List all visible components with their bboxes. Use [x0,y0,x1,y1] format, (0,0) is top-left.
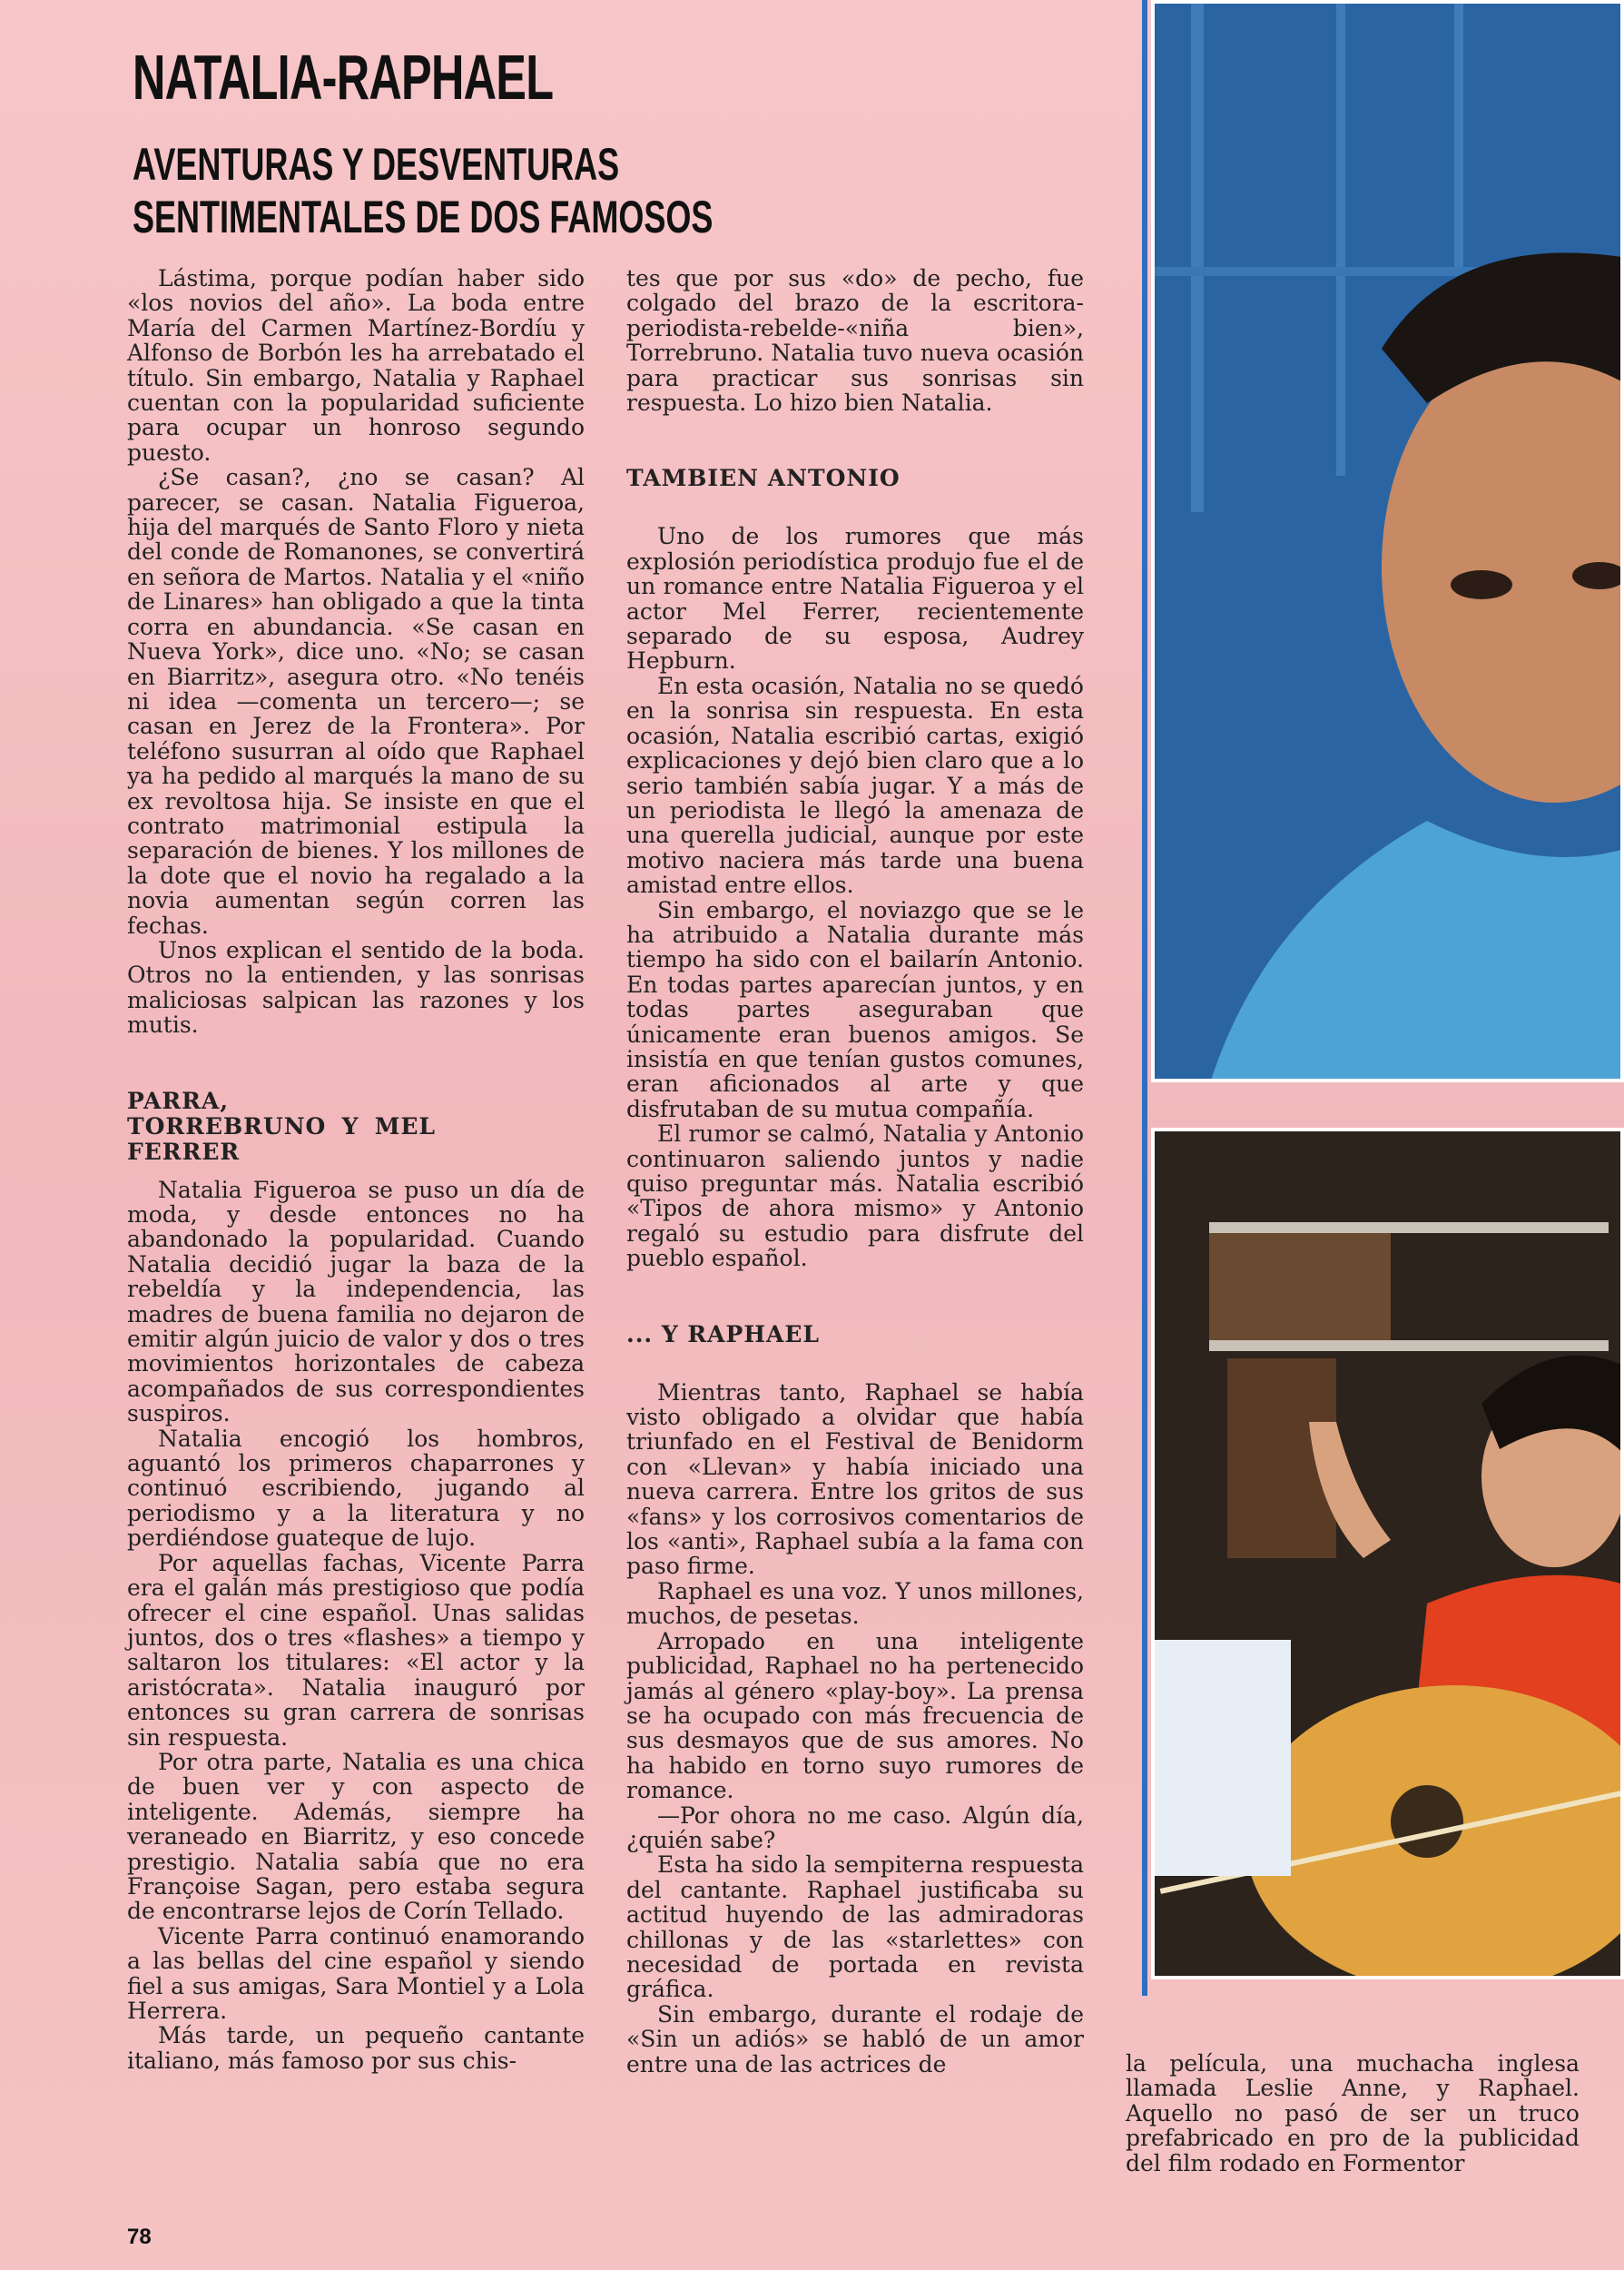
paragraph: Uno de los rumores que más explosión periodística produjo fue el de un romance entre Natalia Figueroa y el actor Mel Ferrer, recientemente separado de su esposa, Audrey Hepburn. [626,523,1084,675]
paragraph: ¿Se casan?, ¿no se casan? Al parecer, se casan. Natalia Figueroa, hija del marqués de Santo Floro y nieta del conde de Romanones, se convertirá en señora de Martos. Natalia y el «niño de Linares» han obligado a que la tinta corra en abundancia. «Se casan en Nueva York», dice uno. «No; se casan en Biarritz», asegura otro. «No tenéis ni idea —comenta un tercero—; se casan en Jerez de la Frontera». Por teléfono susurran al oído que Raphael ya ha pedido al marqués la mano de su ex revoltosa hija. Se insiste en que el contrato matrimonial estipula la separación de bienes. Y los millones de la dote que el novio ha regalado a la novia aumentan según corren las fechas. [127,464,585,939]
text-column-3 [1126,2051,1580,2176]
section-heading: PARRA, TORREBRUNO Y MEL FERRER [127,1087,436,1165]
paragraph: Arropado en una inteligente publicidad, Raphael no ha pertenecido jamás al género «play-boy». La prensa se ha ocupado con más frecuencia de sus desmayos que de sus amores. No ha habido en torno suyo rumores de romance. [626,1627,1084,1804]
paragraph: Esta ha sido la sempiterna respuesta del cantante. Raphael justificaba su actitud huyendo de las admiradoras chillonas y de las «starlettes» con necesidad de portada en revista gráfica. [626,1851,1084,2003]
natalia-illustration [1155,1131,1624,1979]
paragraph: Lástima, porque podían haber sido «los novios del año». La boda entre María del Carmen Martínez-Bordíu y Alfonso de Borbón les ha arrebatado el título. Sin embargo, Natalia y Raphael cuentan con la popularidad suficiente para ocupar un honroso segundo puesto. [127,265,585,466]
text-column-1 [127,266,585,2073]
photo-natalia-guitar [1151,1128,1624,1979]
page-number: 78 [127,2225,152,2249]
article-title: NATALIA-RAPHAEL [133,42,554,113]
paragraph: Raphael es una voz. Y unos millones, muchos, de pesetas. [626,1577,1084,1630]
paragraph: Por aquellas fachas, Vicente Parra era el galán más prestigioso que podía ofrecer el cine español. Unas salidas juntos, dos o tres «flashes» a tiempo y saltaron los titulares: «El actor y la aristócrata». Natalia inauguró por entonces su gran carrera de sonrisas sin respuesta. [127,1549,585,1751]
paragraph: Mientras tanto, Raphael se había visto obligado a olvidar que había triunfado en el Festival de Benidorm con «Llevan» y había iniciado una nueva carrera. Entre los gritos de sus «fans» y los corrosivos comentarios de los «anti», Raphael subía a la fama con paso firme. [626,1378,1084,1580]
paragraph: Natalia encogió los hombros, aguantó los primeros chaparrones y continuó escribiendo, jugando al periodismo y a la literatura y no perdiéndose guateque de lujo. [127,1425,585,1552]
paragraph: Sin embargo, el noviazgo que se le ha atribuido a Natalia durante más tiempo ha sido con el bailarín Antonio. En todas partes aparecían juntos, y en todas partes aseguraban que únicamente eran buenos amigos. Se insistía en que tenían gustos comunes, eran aficionados al arte y que disfrutaban de su mutua compañía. [626,896,1084,1122]
paragraph: Sin embargo, durante el rodaje de «Sin un adiós» se habló de un amor entre una de las actrices de [626,2000,1084,2078]
article-subtitle [133,138,713,243]
text-column-2 [626,266,1084,2077]
subtitle-line-1: AVENTURAS Y DESVENTURAS [133,139,620,190]
section-heading: TAMBIEN ANTONIO [626,465,901,492]
paragraph: Vicente Parra continuó enamorando a las bellas del cine español y siendo fiel a sus amigas, Sara Montiel y a Lola Herrera. [127,1922,585,2024]
paragraph: Por otra parte, Natalia es una chica de buen ver y con aspecto de inteligente. Además, siempre ha veraneado en Biarritz, y eso concede prestigio. Natalia sabía que no era Françoise Sagan, pero estaba segura de encontrarse lejos de Corín Tellado. [127,1748,585,1925]
paragraph: la película, una muchacha inglesa llamada Leslie Anne, y Raphael. Aquello no pasó de ser un truco prefabricado en pro de la publicidad del film rodado en Formentor [1126,2050,1580,2176]
portrait-illustration [1155,4,1624,1082]
photo-raphael-portrait [1151,0,1624,1082]
paragraph: Unos explican el sentido de la boda. Otros no la entienden, y las sonrisas maliciosas salpican las razones y los mutis. [127,936,585,1039]
paragraph: —Por ohora no me caso. Algún día, ¿quién sabe? [626,1801,1084,1853]
paragraph: El rumor se calmó, Natalia y Antonio continuaron saliendo juntos y nadie quiso preguntar más. Natalia escribió «Tipos de ahora mismo» y Antonio regaló su estudio para disfrute del pueblo español. [626,1120,1084,1272]
paragraph: En esta ocasión, Natalia no se quedó en la sonrisa sin respuesta. En esta ocasión, Natalia escribió cartas, exigió explicaciones y dejó bien claro que a lo serio también sabía jugar. Y a más de un periodista le llegó la amenaza de una querella judicial, aunque por este motivo naciera más tarde una buena amistad entre ellos. [626,672,1084,899]
paragraph: Más tarde, un pequeño cantante italiano, más famoso por sus chis- [127,2022,585,2074]
section-heading: ... Y RAPHAEL [626,1320,820,1347]
paragraph: Natalia Figueroa se puso un día de moda, y desde entonces no ha abandonado la popularidad. Cuando Natalia decidió jugar la baza de la rebeldía y la independencia, las madres de buena familia no dejaron de emitir algún juicio de valor y dos o tres movimientos horizontales de cabeza acompañados de sus correspondientes suspiros. [127,1176,585,1427]
paragraph: tes que por sus «do» de pecho, fue colgado del brazo de la escritora-periodista-rebelde-«niña bien», Torrebruno. Natalia tuvo nueva ocasión para practicar sus sonrisas sin respuesta. Lo hizo bien Natalia. [626,265,1084,417]
subtitle-line-2: SENTIMENTALES DE DOS FAMOSOS [133,192,714,242]
